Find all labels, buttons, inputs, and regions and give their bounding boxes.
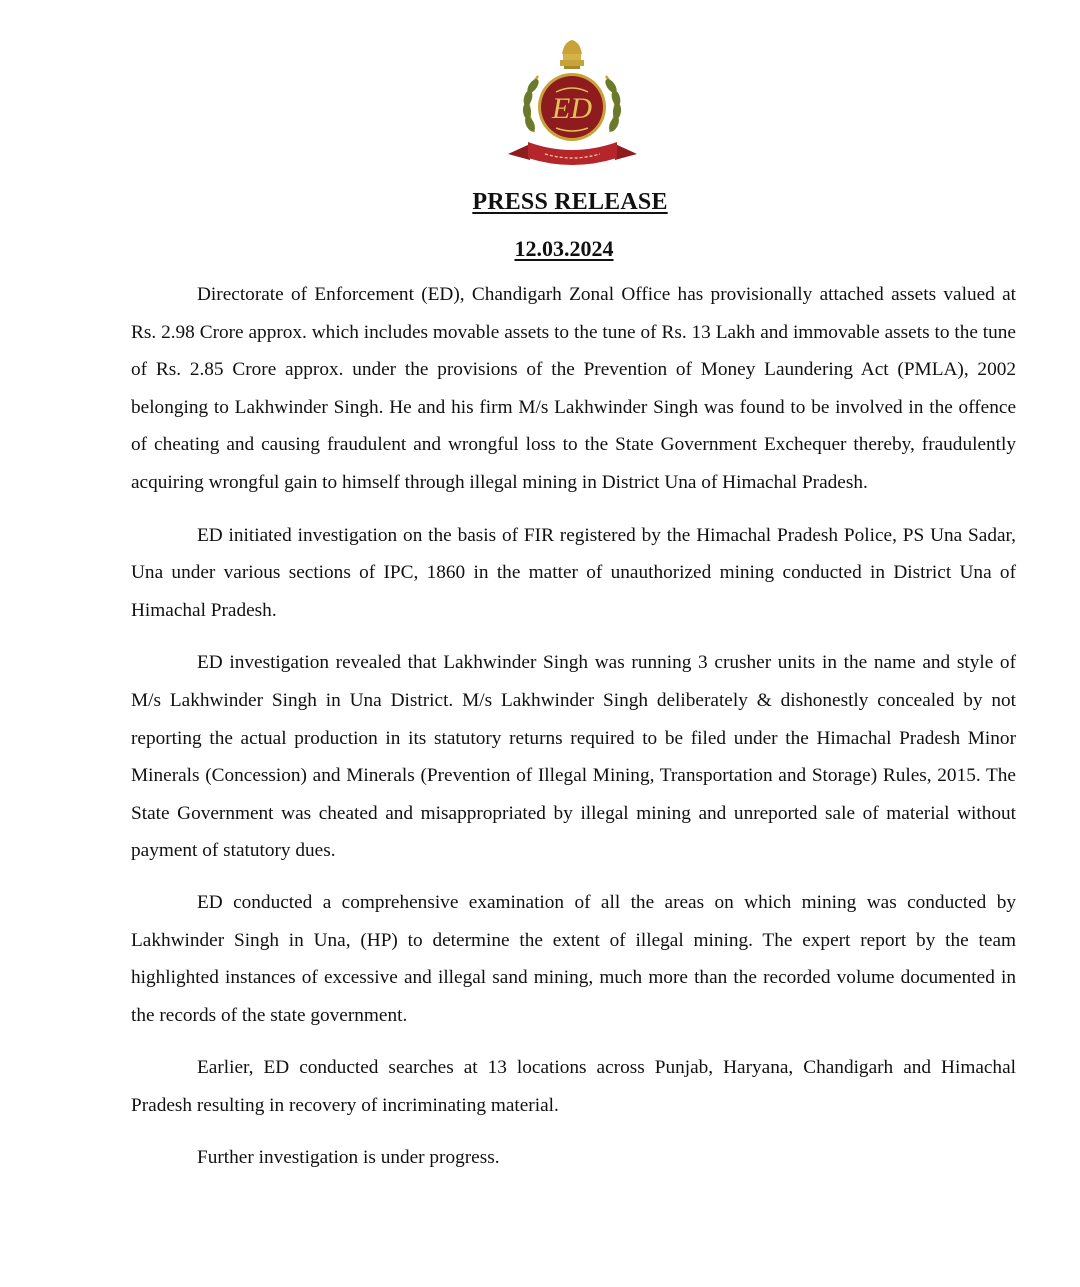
press-release-body xyxy=(131,276,1016,1177)
ribbon-banner-icon xyxy=(508,142,637,165)
national-emblem-icon xyxy=(560,40,584,69)
ed-initials-text: ED xyxy=(552,92,592,125)
paragraph-earlier-searches: Earlier, ED conducted searches at 13 locations across Punjab, Haryana, Chandigarh and Himachal Pradesh resulting in recovery of incriminating material. xyxy=(131,1057,1016,1116)
paragraph-attachment-summary: Directorate of Enforcement (ED), Chandigarh Zonal Office has provisionally attached assets valued at Rs. 2.98 Crore approx. which includes movable assets to the tune of Rs. 13 Lakh and immovable assets to the tune of Rs. 2.85 Crore approx. under the provisions of the Prevention of Money Laundering Act (PMLA), 2002 belonging to Lakhwinder Singh. He and his firm M/s Lakhwinder Singh was found to be involved in the offence of cheating and causing fraudulent and wrongful loss to the State Government Exchequer thereby, fraudulently acquiring wrongful gain to himself through illegal mining in District Una of Himachal Pradesh. xyxy=(131,284,1016,493)
paragraph-investigation-findings: ED investigation revealed that Lakhwinder Singh was running 3 crusher units in the name and style of M/s Lakhwinder Singh in Una District. M/s Lakhwinder Singh deliberately & dishonestly concealed by not reporting the actual production in its statutory returns required to be filed under the Himachal Pradesh Minor Minerals (Concession) and Minerals (Prevention of Illegal Mining, Transportation and Storage) Rules, 2015. The State Government was cheated and misappropriated by illegal mining and unreported sale of material without payment of statutory dues. xyxy=(131,652,1016,862)
press-release-date: 12.03.2024 xyxy=(514,236,614,261)
press-release-title: PRESS RELEASE xyxy=(472,189,668,215)
paragraph-investigation-basis: ED initiated investigation on the basis of FIR registered by the Himachal Pradesh Police, PS Una Sadar, Una under various sections of IPC, 1860 in the matter of unauthorized mining conducted in District Una of Himachal Pradesh. xyxy=(131,524,1016,621)
paragraph-further-investigation: Further investigation is under progress. xyxy=(197,1147,500,1169)
ed-emblem-icon xyxy=(500,36,645,171)
paragraph-examination-report: ED conducted a comprehensive examination of all the areas on which mining was conducted by Lakhwinder Singh in Una, (HP) to determine the extent of illegal mining. The expert report by the team highlighted instances of excessive and illegal sand mining, much more than the recorded volume documented in the records of the state government. xyxy=(131,891,1016,1026)
ed-emblem-logo xyxy=(500,36,645,171)
